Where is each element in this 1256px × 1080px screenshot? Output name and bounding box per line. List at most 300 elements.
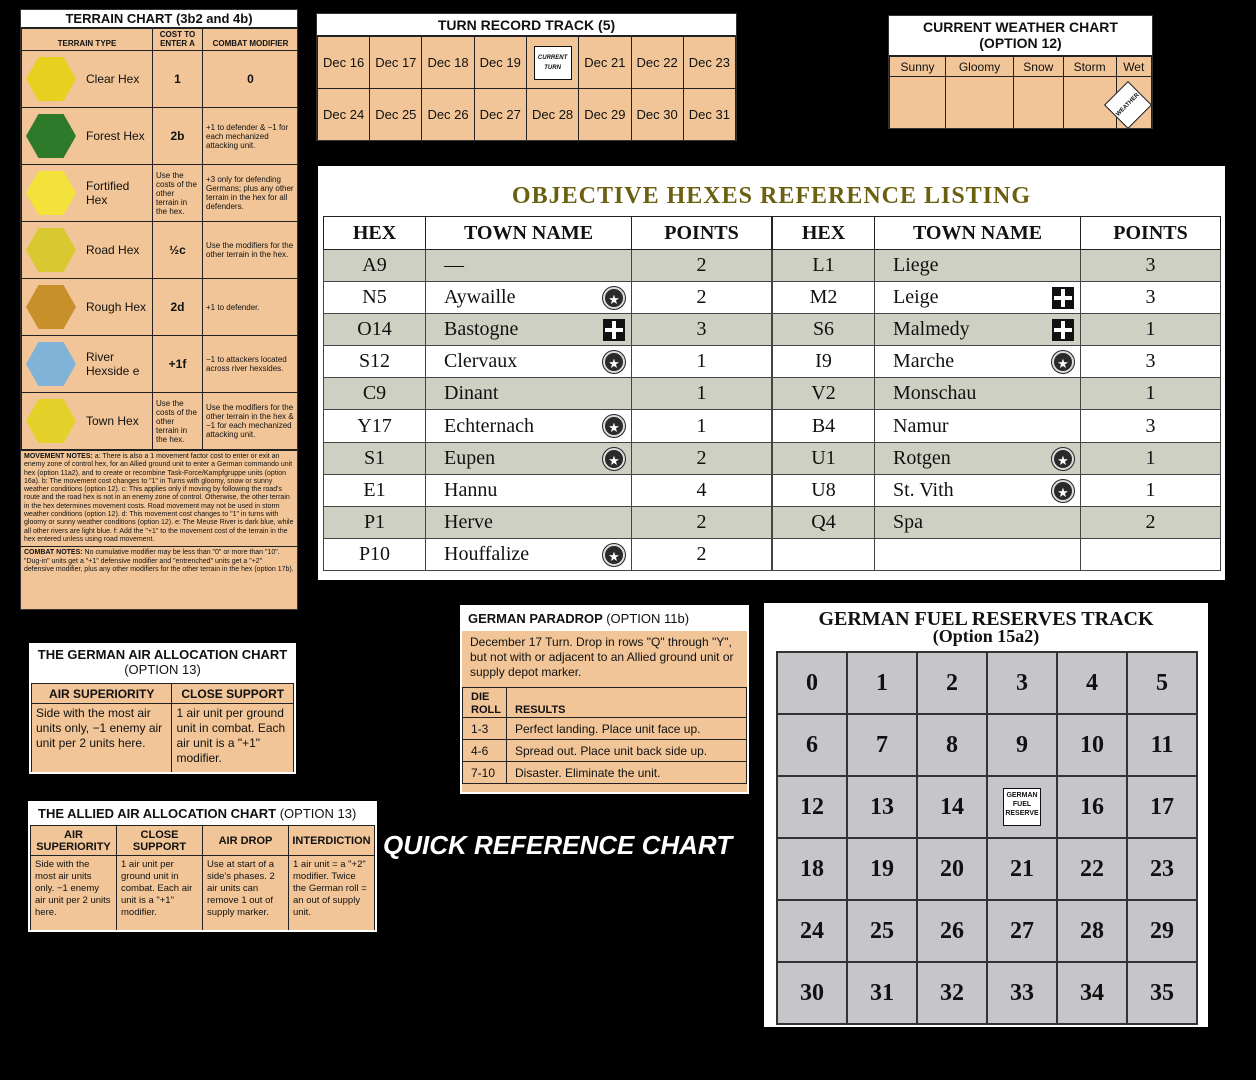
- fuel-box[interactable]: 26: [917, 900, 987, 962]
- objective-town: Houffalize: [444, 542, 530, 565]
- objective-town: Aywaille: [444, 286, 516, 309]
- terrain-hex-swatch: [22, 223, 80, 277]
- objective-row: [773, 378, 1221, 410]
- terrain-hex-swatch: [22, 337, 80, 391]
- allied-star-icon: ★: [603, 544, 625, 566]
- terrain-modifier: Use the modifiers for the other terrain in the hex.: [203, 222, 299, 279]
- fuel-box[interactable]: 5: [1127, 652, 1197, 714]
- fuel-box[interactable]: 8: [917, 714, 987, 776]
- terrain-name: Town Hex: [86, 414, 139, 428]
- objective-row: [773, 346, 1221, 378]
- weather-title: CURRENT WEATHER CHART: [923, 19, 1118, 35]
- objective-hex: Q4: [773, 506, 875, 538]
- terrain-hex-swatch: [22, 109, 80, 163]
- turn-box[interactable]: Dec 30: [631, 89, 683, 141]
- objective-points: 3: [1081, 282, 1221, 314]
- objective-town-cell: [426, 250, 632, 282]
- objective-town: Liege: [893, 254, 939, 277]
- current-turn-marker[interactable]: CURRENT TURN: [534, 46, 572, 80]
- allied-star-icon: ★: [1052, 351, 1074, 373]
- objective-town-cell: [875, 250, 1081, 282]
- objective-row: [773, 506, 1221, 538]
- turn-box[interactable]: Dec 24: [318, 89, 370, 141]
- weather-subtitle: (OPTION 12): [979, 35, 1062, 51]
- objective-hex: [773, 538, 875, 570]
- terrain-row: [22, 51, 299, 108]
- paradrop-roll: 1-3: [463, 718, 507, 740]
- fuel-box[interactable]: 34: [1057, 962, 1127, 1024]
- objective-hex: U8: [773, 474, 875, 506]
- fuel-box[interactable]: 21: [987, 838, 1057, 900]
- objective-hex: N5: [324, 282, 426, 314]
- objective-town-cell: [426, 506, 632, 538]
- paradrop-row: [463, 740, 747, 762]
- terrain-type-cell: [22, 279, 153, 336]
- turn-row: [318, 37, 736, 89]
- objective-points: 4: [632, 474, 772, 506]
- objective-points: 2: [1081, 506, 1221, 538]
- german-cross-icon: [1052, 319, 1074, 341]
- combat-notes-label: COMBAT NOTES:: [24, 549, 83, 557]
- weather-box[interactable]: [946, 77, 1014, 129]
- objective-town: Hannu: [444, 478, 498, 501]
- allied-air-header: [30, 803, 375, 825]
- german-cross-icon: [1052, 287, 1074, 309]
- objective-row: [324, 378, 772, 410]
- fuel-box[interactable]: 35: [1127, 962, 1197, 1024]
- terrain-row: [22, 393, 299, 450]
- german-air-header-superiority: AIR SUPERIORITY: [32, 684, 172, 704]
- objective-points: 2: [632, 538, 772, 570]
- objective-hex: S6: [773, 314, 875, 346]
- objective-hex: S1: [324, 442, 426, 474]
- hex-icon: [26, 57, 76, 101]
- terrain-row: [22, 222, 299, 279]
- terrain-name: Clear Hex: [86, 72, 140, 86]
- objective-row: [773, 250, 1221, 282]
- objective-town-cell: [875, 538, 1081, 570]
- terrain-header-cost: COST TO ENTER A: [153, 29, 203, 51]
- hex-icon: [26, 171, 76, 215]
- objective-hex: U1: [773, 442, 875, 474]
- objective-points: 2: [632, 250, 772, 282]
- quick-reference-title: QUICK REFERENCE CHART: [383, 830, 733, 860]
- hex-icon: [26, 228, 76, 272]
- paradrop-header-results: RESULTS: [507, 688, 747, 718]
- objective-table-left: [323, 216, 772, 571]
- objective-header-points: POINTS: [1081, 217, 1221, 250]
- objective-town-cell: [426, 538, 632, 570]
- terrain-type-cell: [22, 336, 153, 393]
- fuel-reserve-marker[interactable]: GERMAN FUEL RESERVE: [1003, 788, 1041, 826]
- objective-row: [773, 538, 1221, 570]
- objective-town-cell: [875, 474, 1081, 506]
- fuel-box[interactable]: 27: [987, 900, 1057, 962]
- allied-air-title: THE ALLIED AIR ALLOCATION CHART: [38, 806, 277, 821]
- weather-box[interactable]: [890, 77, 946, 129]
- paradrop-title: GERMAN PARADROP: [468, 611, 603, 626]
- objective-town-cell: [426, 314, 632, 346]
- terrain-type: [22, 336, 152, 392]
- objective-town: Malmedy: [893, 318, 970, 341]
- terrain-name: River Hexside e: [86, 350, 140, 378]
- turn-box[interactable]: Dec 17: [370, 37, 422, 89]
- terrain-type-cell: [22, 51, 153, 108]
- turn-row: [318, 89, 736, 141]
- objective-row: [324, 538, 772, 570]
- allied-air-allocation-chart: [28, 801, 377, 932]
- terrain-cost: 1: [153, 51, 203, 108]
- objective-points: 3: [632, 314, 772, 346]
- fuel-row: [777, 838, 1197, 900]
- fuel-box[interactable]: 25: [847, 900, 917, 962]
- terrain-name: Rough Hex: [86, 300, 147, 314]
- german-air-superiority-text: Side with the most air units only, −1 enemy air unit per 2 units here.: [32, 704, 172, 774]
- objective-header-town: TOWN NAME: [875, 217, 1081, 250]
- objective-town: St. Vith: [893, 478, 954, 501]
- german-air-header-support: CLOSE SUPPORT: [172, 684, 294, 704]
- terrain-row: [22, 336, 299, 393]
- objective-points: 1: [1081, 442, 1221, 474]
- allied-air-superiority-text: Side with the most air units only. −1 enemy air unit per 2 units here.: [31, 856, 117, 932]
- turn-box[interactable]: Dec 21: [579, 37, 631, 89]
- weather-condition-label: Gloomy: [946, 57, 1014, 77]
- terrain-header-type: TERRAIN TYPE: [22, 29, 153, 51]
- allied-air-drop-text: Use at start of a side's phases. 2 air units can remove 1 out of supply marker.: [203, 856, 289, 932]
- objective-header-hex: HEX: [773, 217, 875, 250]
- terrain-name: Fortified Hex: [86, 179, 130, 207]
- fuel-box[interactable]: 14: [917, 776, 987, 838]
- paradrop-result: Spread out. Place unit back side up.: [507, 740, 747, 762]
- fuel-box[interactable]: 11: [1127, 714, 1197, 776]
- objective-row: [324, 442, 772, 474]
- current-weather-chart: [888, 15, 1153, 129]
- terrain-row: [22, 108, 299, 165]
- objective-row: [324, 506, 772, 538]
- objective-row: [773, 442, 1221, 474]
- objective-row: [773, 314, 1221, 346]
- hex-icon: [26, 285, 76, 329]
- fuel-row: [777, 962, 1197, 1024]
- objective-town-cell: [875, 442, 1081, 474]
- turn-box[interactable]: Dec 23: [683, 37, 735, 89]
- german-air-allocation-chart: [29, 643, 296, 774]
- german-fuel-reserves-track: [764, 603, 1208, 1027]
- fuel-box[interactable]: 1: [847, 652, 917, 714]
- terrain-type: [22, 393, 152, 449]
- turn-box[interactable]: Dec 29: [579, 89, 631, 141]
- allied-air-header-support: CLOSE SUPPORT: [117, 826, 203, 856]
- turn-record-title: TURN RECORD TRACK (5): [317, 14, 736, 36]
- turn-box[interactable]: Dec 27: [474, 89, 526, 141]
- allied-star-icon: ★: [1052, 480, 1074, 502]
- objective-town-cell: [426, 346, 632, 378]
- weather-condition-label: Storm: [1063, 57, 1116, 77]
- german-paradrop-chart: [460, 605, 749, 794]
- objective-town: Rotgen: [893, 446, 951, 469]
- objective-row: [324, 346, 772, 378]
- terrain-cost: Use the costs of the other terrain in the hex.: [153, 393, 203, 450]
- fuel-box[interactable]: 29: [1127, 900, 1197, 962]
- fuel-box[interactable]: 17: [1127, 776, 1197, 838]
- allied-star-icon: ★: [603, 448, 625, 470]
- objective-table-right: [772, 216, 1221, 571]
- terrain-hex-swatch: [22, 280, 80, 334]
- turn-box[interactable]: Dec 16: [318, 37, 370, 89]
- objective-points: 3: [1081, 250, 1221, 282]
- turn-box[interactable]: Dec 31: [683, 89, 735, 141]
- paradrop-row: [463, 718, 747, 740]
- fuel-box[interactable]: 6: [777, 714, 847, 776]
- allied-air-header-interdiction: INTERDICTION: [289, 826, 375, 856]
- terrain-type-cell: [22, 222, 153, 279]
- fuel-box[interactable]: 3: [987, 652, 1057, 714]
- turn-record-track: [316, 13, 737, 141]
- combat-notes-text: No cumulative modifier may be less than "0" or more than "10". "Dug-in" units get a "+1" defensive modifier and "entrenched" units get a "+2" defensive modifier, plus any other modifiers for the other terrain in the hex (option 17b).: [24, 549, 294, 573]
- terrain-header-modifier: COMBAT MODIFIER: [203, 29, 299, 51]
- objective-town-cell: [426, 410, 632, 442]
- objective-points: 2: [632, 506, 772, 538]
- weather-chart-title: [889, 16, 1152, 56]
- objective-points: 1: [632, 346, 772, 378]
- paradrop-option: (OPTION 11b): [606, 611, 690, 626]
- objective-town: Echternach: [444, 414, 534, 437]
- objective-town: Marche: [893, 350, 955, 373]
- terrain-type-cell: [22, 165, 153, 222]
- objective-header-points: POINTS: [632, 217, 772, 250]
- objective-town-cell: [426, 378, 632, 410]
- allied-star-icon: ★: [603, 415, 625, 437]
- fuel-box[interactable]: 4: [1057, 652, 1127, 714]
- objective-hex: Y17: [324, 410, 426, 442]
- objective-town: —: [444, 254, 464, 277]
- weather-box[interactable]: [1013, 77, 1063, 129]
- terrain-modifier: +1 to defender.: [203, 279, 299, 336]
- objective-points: 2: [632, 442, 772, 474]
- terrain-hex-swatch: [22, 166, 80, 220]
- objective-hex: C9: [324, 378, 426, 410]
- terrain-modifier: Use the modifiers for the other terrain in the hex & −1 for each mechanized attacking unit.: [203, 393, 299, 450]
- allied-star-icon: ★: [603, 287, 625, 309]
- fuel-box[interactable]: 23: [1127, 838, 1197, 900]
- fuel-box[interactable]: 30: [777, 962, 847, 1024]
- objective-row: [324, 314, 772, 346]
- objective-town: Clervaux: [444, 350, 518, 373]
- movement-notes-text: a: There is also a 1 movement factor cost to enter or exit an enemy zone of control hex, for an Allied ground unit to enter a German commando unit hex (option 11a2), and to create or recombine Task-Force/Kampfgruppe units (option 16a). b: The movement cost changes to "1" in Turns with gloomy, snow or sunny weather conditions (option 12). c: This applies only if moving by following the road's route and the road hex is not in an enemy zone of control. Otherwise, the other terrain in the hex determines movement costs. Road movement may not be used in storm weather conditions (option 12). d: This movement cost changes to "1" in turns with gloomy or sunny weather conditions (option 12). e: The Meuse River is dark blue, while all other rivers are light blue. f: Add the "+1" to the movement cost of the terrain in the hex entered unless using road movement.: [24, 453, 294, 543]
- terrain-modifier: −1 to attackers located across river hexsides.: [203, 336, 299, 393]
- allied-air-header-drop: AIR DROP: [203, 826, 289, 856]
- turn-box[interactable]: Dec 28: [526, 89, 578, 141]
- fuel-box[interactable]: 24: [777, 900, 847, 962]
- fuel-row: [777, 714, 1197, 776]
- fuel-box[interactable]: 31: [847, 962, 917, 1024]
- allied-air-interdiction-text: 1 air unit = a "+2" modifier. Twice the German roll = an out of supply unit.: [289, 856, 375, 932]
- objective-row: [324, 474, 772, 506]
- fuel-box[interactable]: 19: [847, 838, 917, 900]
- objective-points: 3: [1081, 410, 1221, 442]
- fuel-box[interactable]: 32: [917, 962, 987, 1024]
- allied-star-icon: ★: [603, 351, 625, 373]
- turn-box[interactable]: Dec 25: [370, 89, 422, 141]
- terrain-type-cell: [22, 393, 153, 450]
- terrain-modifier: +3 only for defending Germans; plus any other terrain in the hex for all defenders.: [203, 165, 299, 222]
- terrain-row: [22, 279, 299, 336]
- terrain-type: [22, 165, 152, 221]
- paradrop-roll: 4-6: [463, 740, 507, 762]
- terrain-type: [22, 279, 152, 335]
- turn-box[interactable]: Dec 18: [422, 37, 474, 89]
- weather-box[interactable]: [1116, 77, 1151, 129]
- fuel-row: [777, 776, 1197, 838]
- turn-box[interactable]: Dec 26: [422, 89, 474, 141]
- objective-hex: S12: [324, 346, 426, 378]
- turn-box[interactable]: Dec 19: [474, 37, 526, 89]
- objective-town-cell: [875, 314, 1081, 346]
- fuel-box[interactable]: 0: [777, 652, 847, 714]
- objective-hex: M2: [773, 282, 875, 314]
- objective-town: Herve: [444, 510, 493, 533]
- objective-hex: P1: [324, 506, 426, 538]
- german-air-header: [31, 645, 294, 683]
- objective-hex: B4: [773, 410, 875, 442]
- paradrop-roll: 7-10: [463, 762, 507, 784]
- paradrop-result: Disaster. Eliminate the unit.: [507, 762, 747, 784]
- objective-hex: O14: [324, 314, 426, 346]
- hex-icon: [26, 114, 76, 158]
- objective-town-cell: [875, 282, 1081, 314]
- objective-points: 1: [632, 378, 772, 410]
- fuel-box[interactable]: 9: [987, 714, 1057, 776]
- objective-town-cell: [426, 282, 632, 314]
- paradrop-intro: December 17 Turn. Drop in rows "Q" through "Y", but not with or adjacent to an Allied ground unit or supply depot marker.: [470, 635, 734, 679]
- terrain-name: Forest Hex: [86, 129, 145, 143]
- terrain-name: Road Hex: [86, 243, 140, 257]
- terrain-modifier: 0: [203, 51, 299, 108]
- objective-points: 1: [1081, 378, 1221, 410]
- objective-hexes-listing: [318, 166, 1225, 580]
- terrain-cost: 2d: [153, 279, 203, 336]
- objective-town: Spa: [893, 510, 923, 533]
- objective-hex: E1: [324, 474, 426, 506]
- objective-hex: A9: [324, 250, 426, 282]
- fuel-box[interactable]: 7: [847, 714, 917, 776]
- terrain-cost: Use the costs of the other terrain in the hex.: [153, 165, 203, 222]
- paradrop-row: [463, 762, 747, 784]
- objective-town-cell: [426, 442, 632, 474]
- turn-box[interactable]: Dec 22: [631, 37, 683, 89]
- allied-air-header-superiority: AIR SUPERIORITY: [31, 826, 117, 856]
- terrain-type: [22, 51, 152, 107]
- terrain-modifier: +1 to defender & −1 for each mechanized attacking unit.: [203, 108, 299, 165]
- objective-town-cell: [875, 410, 1081, 442]
- objective-points: 1: [1081, 474, 1221, 506]
- terrain-type-cell: [22, 108, 153, 165]
- terrain-cost: 2b: [153, 108, 203, 165]
- objective-row: [324, 282, 772, 314]
- movement-notes: [21, 450, 297, 546]
- terrain-hex-swatch: [22, 394, 80, 448]
- objective-town: Eupen: [444, 446, 496, 469]
- fuel-box[interactable]: [987, 776, 1057, 838]
- objective-hex: P10: [324, 538, 426, 570]
- german-air-title: THE GERMAN AIR ALLOCATION CHART: [37, 647, 288, 662]
- paradrop-header-roll: DIE ROLL: [463, 688, 507, 718]
- objective-row: [773, 474, 1221, 506]
- hex-icon: [26, 342, 76, 386]
- allied-air-option: (OPTION 13): [279, 806, 357, 821]
- objective-town-cell: [875, 506, 1081, 538]
- objective-town: Namur: [893, 414, 949, 437]
- german-cross-icon: [603, 319, 625, 341]
- terrain-chart-title: TERRAIN CHART (3b2 and 4b): [21, 10, 297, 28]
- objective-header-town: TOWN NAME: [426, 217, 632, 250]
- objective-row: [773, 282, 1221, 314]
- objective-points: 2: [632, 282, 772, 314]
- terrain-chart: [20, 9, 298, 610]
- objective-town: Leige: [893, 286, 939, 309]
- objective-town: Bastogne: [444, 318, 519, 341]
- fuel-box[interactable]: 18: [777, 838, 847, 900]
- objective-row: [324, 250, 772, 282]
- objective-hex: L1: [773, 250, 875, 282]
- paradrop-result: Perfect landing. Place unit face up.: [507, 718, 747, 740]
- fuel-box[interactable]: 22: [1057, 838, 1127, 900]
- fuel-box[interactable]: 28: [1057, 900, 1127, 962]
- allied-star-icon: ★: [1052, 448, 1074, 470]
- fuel-box[interactable]: 2: [917, 652, 987, 714]
- fuel-title: GERMAN FUEL RESERVES TRACK: [818, 608, 1154, 630]
- fuel-box[interactable]: 12: [777, 776, 847, 838]
- combat-notes: [21, 546, 297, 576]
- german-air-support-text: 1 air unit per ground unit in combat. Each air unit is a "+1" modifier.: [172, 704, 294, 774]
- fuel-box[interactable]: 13: [847, 776, 917, 838]
- objective-header-hex: HEX: [324, 217, 426, 250]
- allied-air-support-text: 1 air unit per ground unit in combat. Each air unit is a "+1" modifier.: [117, 856, 203, 932]
- objective-town-cell: [426, 474, 632, 506]
- fuel-box[interactable]: 16: [1057, 776, 1127, 838]
- objective-points: 1: [632, 410, 772, 442]
- objective-hex: V2: [773, 378, 875, 410]
- fuel-box[interactable]: 33: [987, 962, 1057, 1024]
- objective-town-cell: [875, 346, 1081, 378]
- fuel-box[interactable]: 20: [917, 838, 987, 900]
- objective-points: 1: [1081, 314, 1221, 346]
- weather-condition-label: Snow: [1013, 57, 1063, 77]
- terrain-cost: +1f: [153, 336, 203, 393]
- fuel-row: [777, 652, 1197, 714]
- fuel-subtitle: (Option 15a2): [932, 626, 1040, 646]
- objective-points: 3: [1081, 346, 1221, 378]
- fuel-box[interactable]: 10: [1057, 714, 1127, 776]
- objective-row: [324, 410, 772, 442]
- objective-row: [773, 410, 1221, 442]
- german-air-subtitle: (OPTION 13): [124, 662, 201, 677]
- terrain-cost: ½c: [153, 222, 203, 279]
- weather-condition-label: Sunny: [890, 57, 946, 77]
- weather-condition-label: Wet: [1116, 57, 1151, 77]
- objective-town: Dinant: [444, 382, 499, 405]
- paradrop-header: [462, 607, 747, 631]
- objective-points: [1081, 538, 1221, 570]
- terrain-type: [22, 108, 152, 164]
- fuel-row: [777, 900, 1197, 962]
- hex-icon: [26, 399, 76, 443]
- objective-hex: I9: [773, 346, 875, 378]
- turn-box[interactable]: [526, 37, 578, 89]
- weather-marker[interactable]: WEATHER: [1104, 81, 1152, 129]
- terrain-row: [22, 165, 299, 222]
- terrain-type: [22, 222, 152, 278]
